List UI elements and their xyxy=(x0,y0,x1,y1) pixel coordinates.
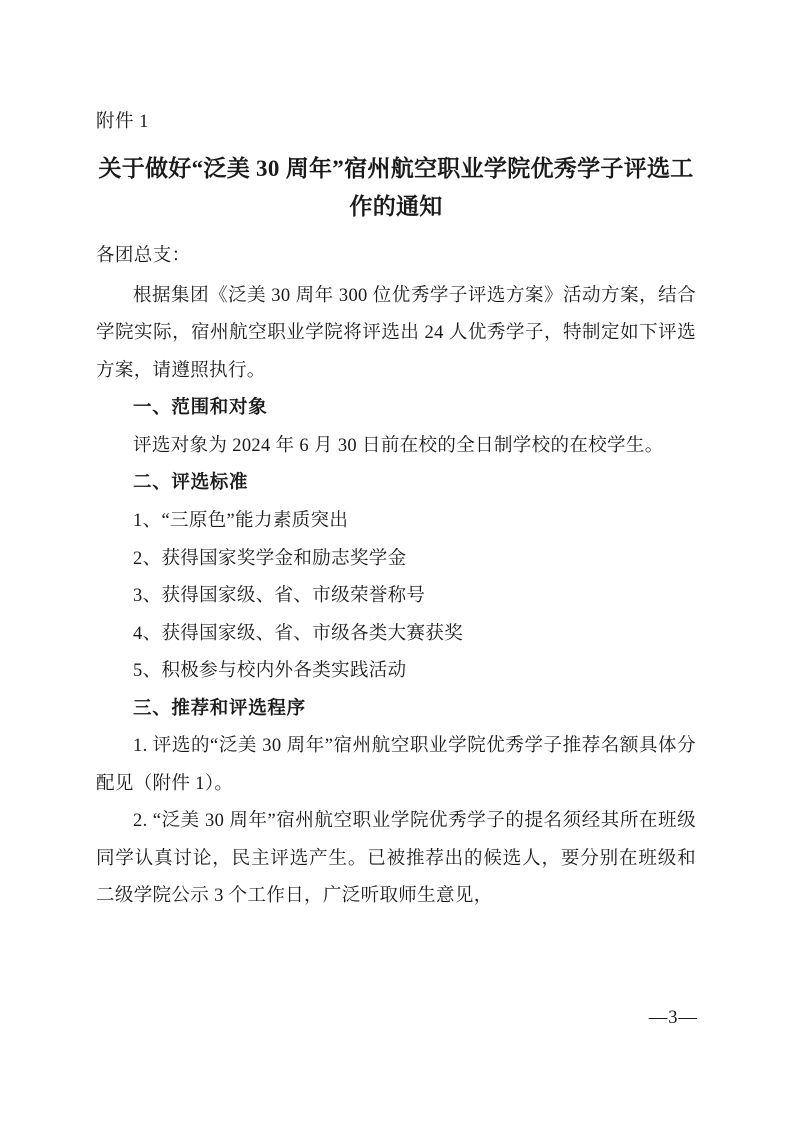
page-title: 关于做好“泛美 30 周年”宿州航空职业学院优秀学子评选工作的通知 xyxy=(98,155,694,219)
section-3-paragraph-1: 1. 评选的“泛美 30 周年”宿州航空职业学院优秀学子推荐名额具体分配见（附件 1）。 xyxy=(96,736,696,794)
list-item: 4、获得国家级、省、市级各类大赛获奖 xyxy=(133,623,464,644)
page-number: —3— xyxy=(648,1008,698,1028)
document-body xyxy=(96,108,696,916)
intro-paragraph: 根据集团《泛美 30 周年 300 位优秀学子评选方案》活动方案，结合学院实际，宿州航空职业学院将评选出 24 人优秀学子，特制定如下评选方案，请遵照执行。 xyxy=(96,285,696,381)
section-1-paragraph-1: 评选对象为 2024 年 6 月 30 日前在校的全日制学校的在校学生。 xyxy=(133,435,664,456)
list-item: 1、“三原色”能力素质突出 xyxy=(133,510,349,531)
section-heading-1: 一、范围和对象 xyxy=(133,398,268,419)
section-heading-3: 三、推荐和评选程序 xyxy=(133,698,306,719)
attachment-label: 附件 1 xyxy=(96,112,149,132)
salutation: 各团总支： xyxy=(96,246,191,267)
list-item: 5、积极参与校内外各类实践活动 xyxy=(133,661,407,682)
list-item: 3、获得国家级、省、市级荣誉称号 xyxy=(133,586,426,607)
list-item: 2、获得国家奖学金和励志奖学金 xyxy=(133,548,407,569)
section-3-paragraph-2: 2. “泛美 30 周年”宿州航空职业学院优秀学子的提名须经其所在班级同学认真讨论，民主评选产生。已被推荐出的候选人，要分别在班级和二级学院公示 3 个工作日，广泛听取师生意见， xyxy=(96,811,696,907)
section-heading-2: 二、评选标准 xyxy=(133,473,249,494)
